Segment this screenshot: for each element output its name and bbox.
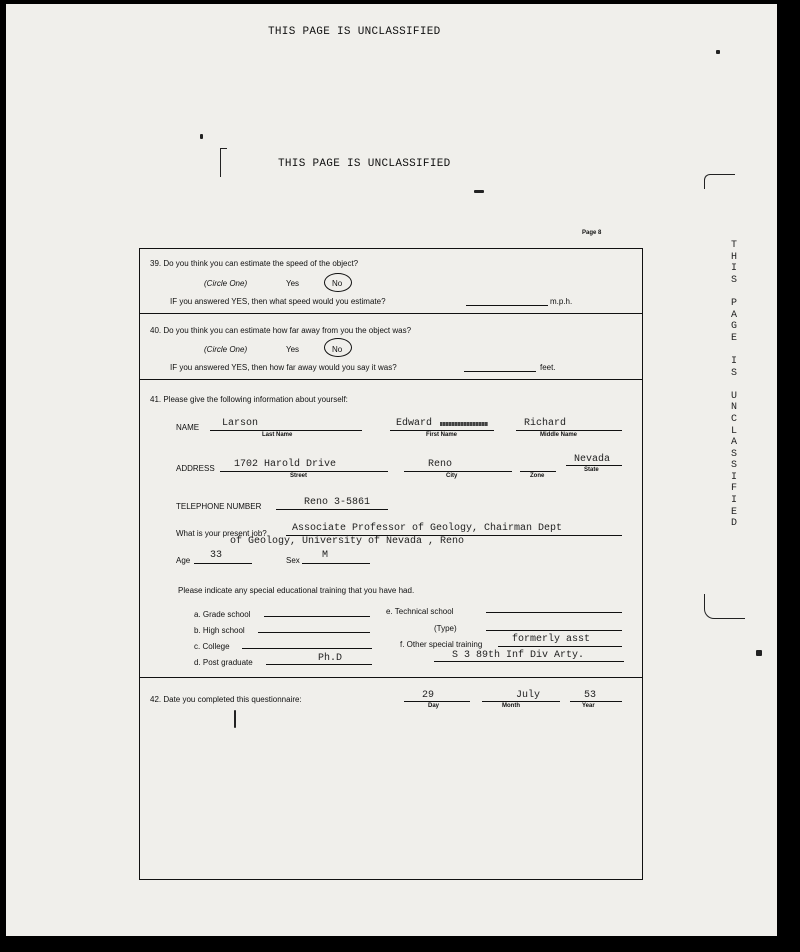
city-caption: City <box>446 473 458 479</box>
state-value: Nevada <box>574 454 611 465</box>
telephone-line <box>276 509 388 510</box>
q39-followup: IF you answered YES, then what speed would you estimate? <box>170 297 386 306</box>
page-label: Page 8 <box>582 230 602 236</box>
day-value: 29 <box>422 690 435 701</box>
middle-name-value: Richard <box>524 418 567 429</box>
last-name-value: Larson <box>222 418 259 429</box>
q40-distance-line <box>464 371 536 372</box>
job-label: What is your present job? <box>176 529 267 538</box>
q40-yes-option: Yes <box>286 345 300 354</box>
high-school-label: b. High school <box>194 626 245 635</box>
first-name-line <box>390 430 494 431</box>
q40-followup: IF you answered YES, then how far away would you say it was? <box>170 363 397 372</box>
grade-school-label: a. Grade school <box>194 610 251 619</box>
q42-question: 42. Date you completed this questionnaire: <box>150 695 302 704</box>
q40-no-circle <box>324 338 352 357</box>
type-line <box>486 630 622 631</box>
side-classification-stamp: T H I S P A G E I S U N C L A S S I F I E D <box>730 240 737 530</box>
classification-header: THIS PAGE IS UNCLASSIFIED <box>278 158 451 170</box>
last-name-line <box>210 430 362 431</box>
street-line <box>220 471 388 472</box>
technical-school-line <box>486 612 622 613</box>
q39-speed-line <box>466 305 548 306</box>
telephone-label: TELEPHONE NUMBER <box>176 502 262 511</box>
city-value: Reno <box>428 459 453 470</box>
year-caption: Year <box>582 703 595 709</box>
age-label: Age <box>176 556 191 565</box>
q39-yes-option: Yes <box>286 279 300 288</box>
divider-39 <box>140 313 642 314</box>
first-name-caption: First Name <box>426 432 458 438</box>
questionnaire-form <box>139 248 643 880</box>
sex-value: M <box>322 550 329 561</box>
q39-unit: m.p.h. <box>550 297 573 306</box>
q40-question: 40. Do you think you can estimate how far away from you the object was? <box>150 326 412 335</box>
day-caption: Day <box>428 703 440 709</box>
college-line <box>242 648 372 649</box>
sex-label: Sex <box>286 556 300 565</box>
side-bracket-bottom <box>704 594 745 619</box>
last-name-caption: Last Name <box>262 432 293 438</box>
street-value: 1702 Harold Drive <box>234 459 337 470</box>
year-line <box>570 701 622 702</box>
month-line <box>482 701 560 702</box>
document-page <box>6 4 777 936</box>
month-value: July <box>516 690 541 701</box>
college-label: c. College <box>194 642 230 651</box>
street-caption: Street <box>290 473 308 479</box>
top-classification-stamp: THIS PAGE IS UNCLASSIFIED <box>268 26 441 38</box>
city-line <box>404 471 512 472</box>
age-value: 33 <box>210 550 223 561</box>
corner-mark <box>220 148 227 177</box>
type-label: (Type) <box>434 624 457 633</box>
q39-question: 39. Do you think you can estimate the speed of the object? <box>150 259 359 268</box>
q39-no-circle <box>324 273 352 292</box>
q39-circle-one: (Circle One) <box>204 279 248 288</box>
strikeout-mark <box>440 422 488 426</box>
divider-41 <box>140 677 642 678</box>
training-intro: Please indicate any special educational training that you have had. <box>178 586 415 595</box>
job-value-line1: Associate Professor of Geology, Chairman Dept <box>292 523 563 534</box>
name-label: NAME <box>176 423 200 432</box>
state-caption: State <box>584 467 599 473</box>
first-name-value: Edward <box>396 418 433 429</box>
zone-caption: Zone <box>530 473 545 479</box>
address-label: ADDRESS <box>176 464 215 473</box>
grade-school-line <box>264 616 370 617</box>
high-school-line <box>258 632 370 633</box>
state-line <box>566 465 622 466</box>
speck <box>200 134 203 139</box>
year-value: 53 <box>584 690 597 701</box>
job-value-line2: of Geology, University of Nevada , Reno <box>230 536 465 547</box>
q39-no-option: No <box>332 279 343 288</box>
other-training-line2 <box>434 661 624 662</box>
post-graduate-value: Ph.D <box>318 653 343 664</box>
other-training-label: f. Other special training <box>400 640 483 649</box>
age-line <box>194 563 252 564</box>
sex-line <box>302 563 370 564</box>
divider-40 <box>140 379 642 380</box>
speck <box>474 190 484 193</box>
other-training-value-line2: S 3 89th Inf Div Arty. <box>452 650 585 661</box>
other-training-value-line1: formerly asst <box>512 634 591 645</box>
day-line <box>404 701 470 702</box>
telephone-value: Reno 3-5861 <box>304 497 371 508</box>
q40-circle-one: (Circle One) <box>204 345 248 354</box>
q40-no-option: No <box>332 345 343 354</box>
q41-intro: 41. Please give the following information about yourself: <box>150 395 348 404</box>
q40-unit: feet. <box>540 363 556 372</box>
post-graduate-line <box>266 664 372 665</box>
middle-name-line <box>516 430 622 431</box>
post-graduate-label: d. Post graduate <box>194 658 253 667</box>
side-bracket-top <box>704 174 735 189</box>
speck <box>716 50 720 54</box>
middle-name-caption: Middle Name <box>540 432 578 438</box>
speck <box>756 650 762 656</box>
month-caption: Month <box>502 703 520 709</box>
other-training-line <box>498 646 622 647</box>
zone-line <box>520 471 556 472</box>
technical-school-label: e. Technical school <box>386 607 454 616</box>
